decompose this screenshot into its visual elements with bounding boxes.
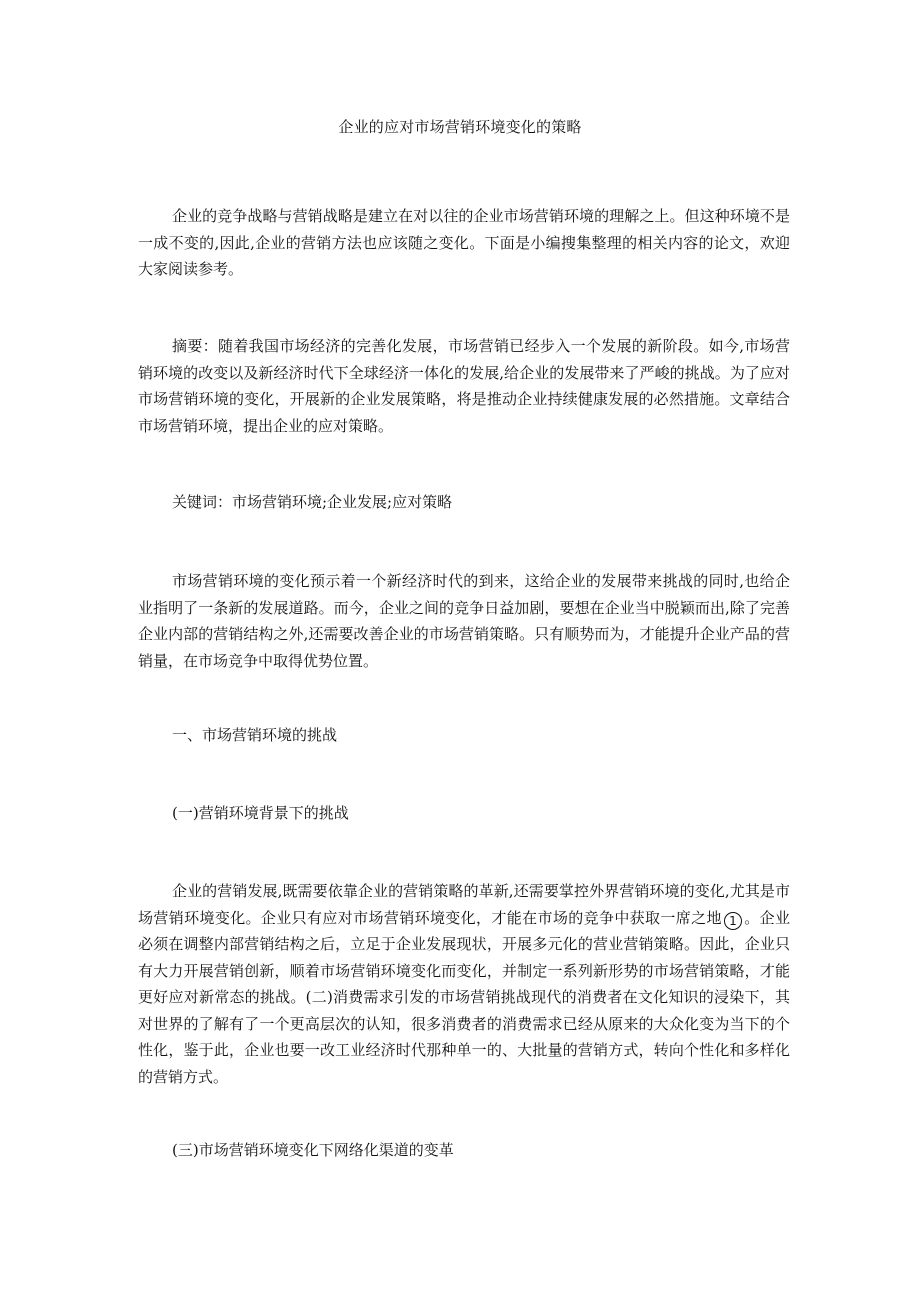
subsection-heading-3: (三)市场营销环境变化下网络化渠道的变革 xyxy=(172,1141,454,1159)
intro-paragraph: 企业的竞争战略与营销战略是建立在对以往的企业市场营销环境的理解之上。但这种环境不是一成不变的,因此,企业的营销方法也应该随之变化。下面是小编搜集整理的相关内容的论文，欢迎大家阅读参考。 xyxy=(138,207,790,278)
subsection-heading-1: (一)营销环境背景下的挑战 xyxy=(172,804,349,822)
section-heading-1: 一、市场营销环境的挑战 xyxy=(172,726,338,744)
body-paragraph-1: 市场营销环境的变化预示着一个新经济时代的到来，这给企业的发展带来挑战的同时,也给企业指明了一条新的发展道路。而今，企业之间的竞争日益加剧，要想在企业当中脱颖而出,除了完善企业内部的营销结构之外,还需要改善企业的市场营销策略。只有顺势而为，才能提升企业产品的营销量，在市场竞争中取得优势位置。 xyxy=(138,572,790,670)
body-paragraph-2-part1: 企业的营销发展,既需要依靠企业的营销策略的革新,还需要掌控外界营销环境的变化,尤其是市场营销环境变化。企业只有应对市场营销环境变化，才能在市场的竞争中获取一席之地 xyxy=(138,882,790,927)
body-paragraph-2 xyxy=(138,878,790,1090)
footnote-marker: 1 xyxy=(724,912,742,930)
body-paragraph-2-part2: 。企业必须在调整内部营销结构之后，立足于企业发展现状，开展多元化的营业营销策略。因此，企业只有大力开展营销创新，顺着市场营销环境变化而变化，并制定一系列新形势的市场营销策略，才能更好应对新常态的挑战。(二)消费需求引发的市场营销挑战现代的消费者在文化知识的浸染下，其对世界的了解有了一个更高层次的认知，很多消费者的消费需求已经从原来的大众化变为当下的个性化，鉴于此，企业也要一改工业经济时代那种单一的、大批量的营销方式，转向个性化和多样化的营销方式。 xyxy=(138,908,790,1086)
document-title: 企业的应对市场营销环境变化的策略 xyxy=(338,118,582,136)
keywords-line: 关键词：市场营销环境;企业发展;应对策略 xyxy=(172,493,453,511)
abstract-paragraph: 摘要：随着我国市场经济的完善化发展，市场营销已经步入一个发展的新阶段。如今,市场营销环境的改变以及新经济时代下全球经济一体化的发展,给企业的发展带来了严峻的挑战。为了应对市场营销环境的变化，开展新的企业发展策略，将是推动企业持续健康发展的必然措施。文章结合市场营销环境，提出企业的应对策略。 xyxy=(138,337,790,435)
